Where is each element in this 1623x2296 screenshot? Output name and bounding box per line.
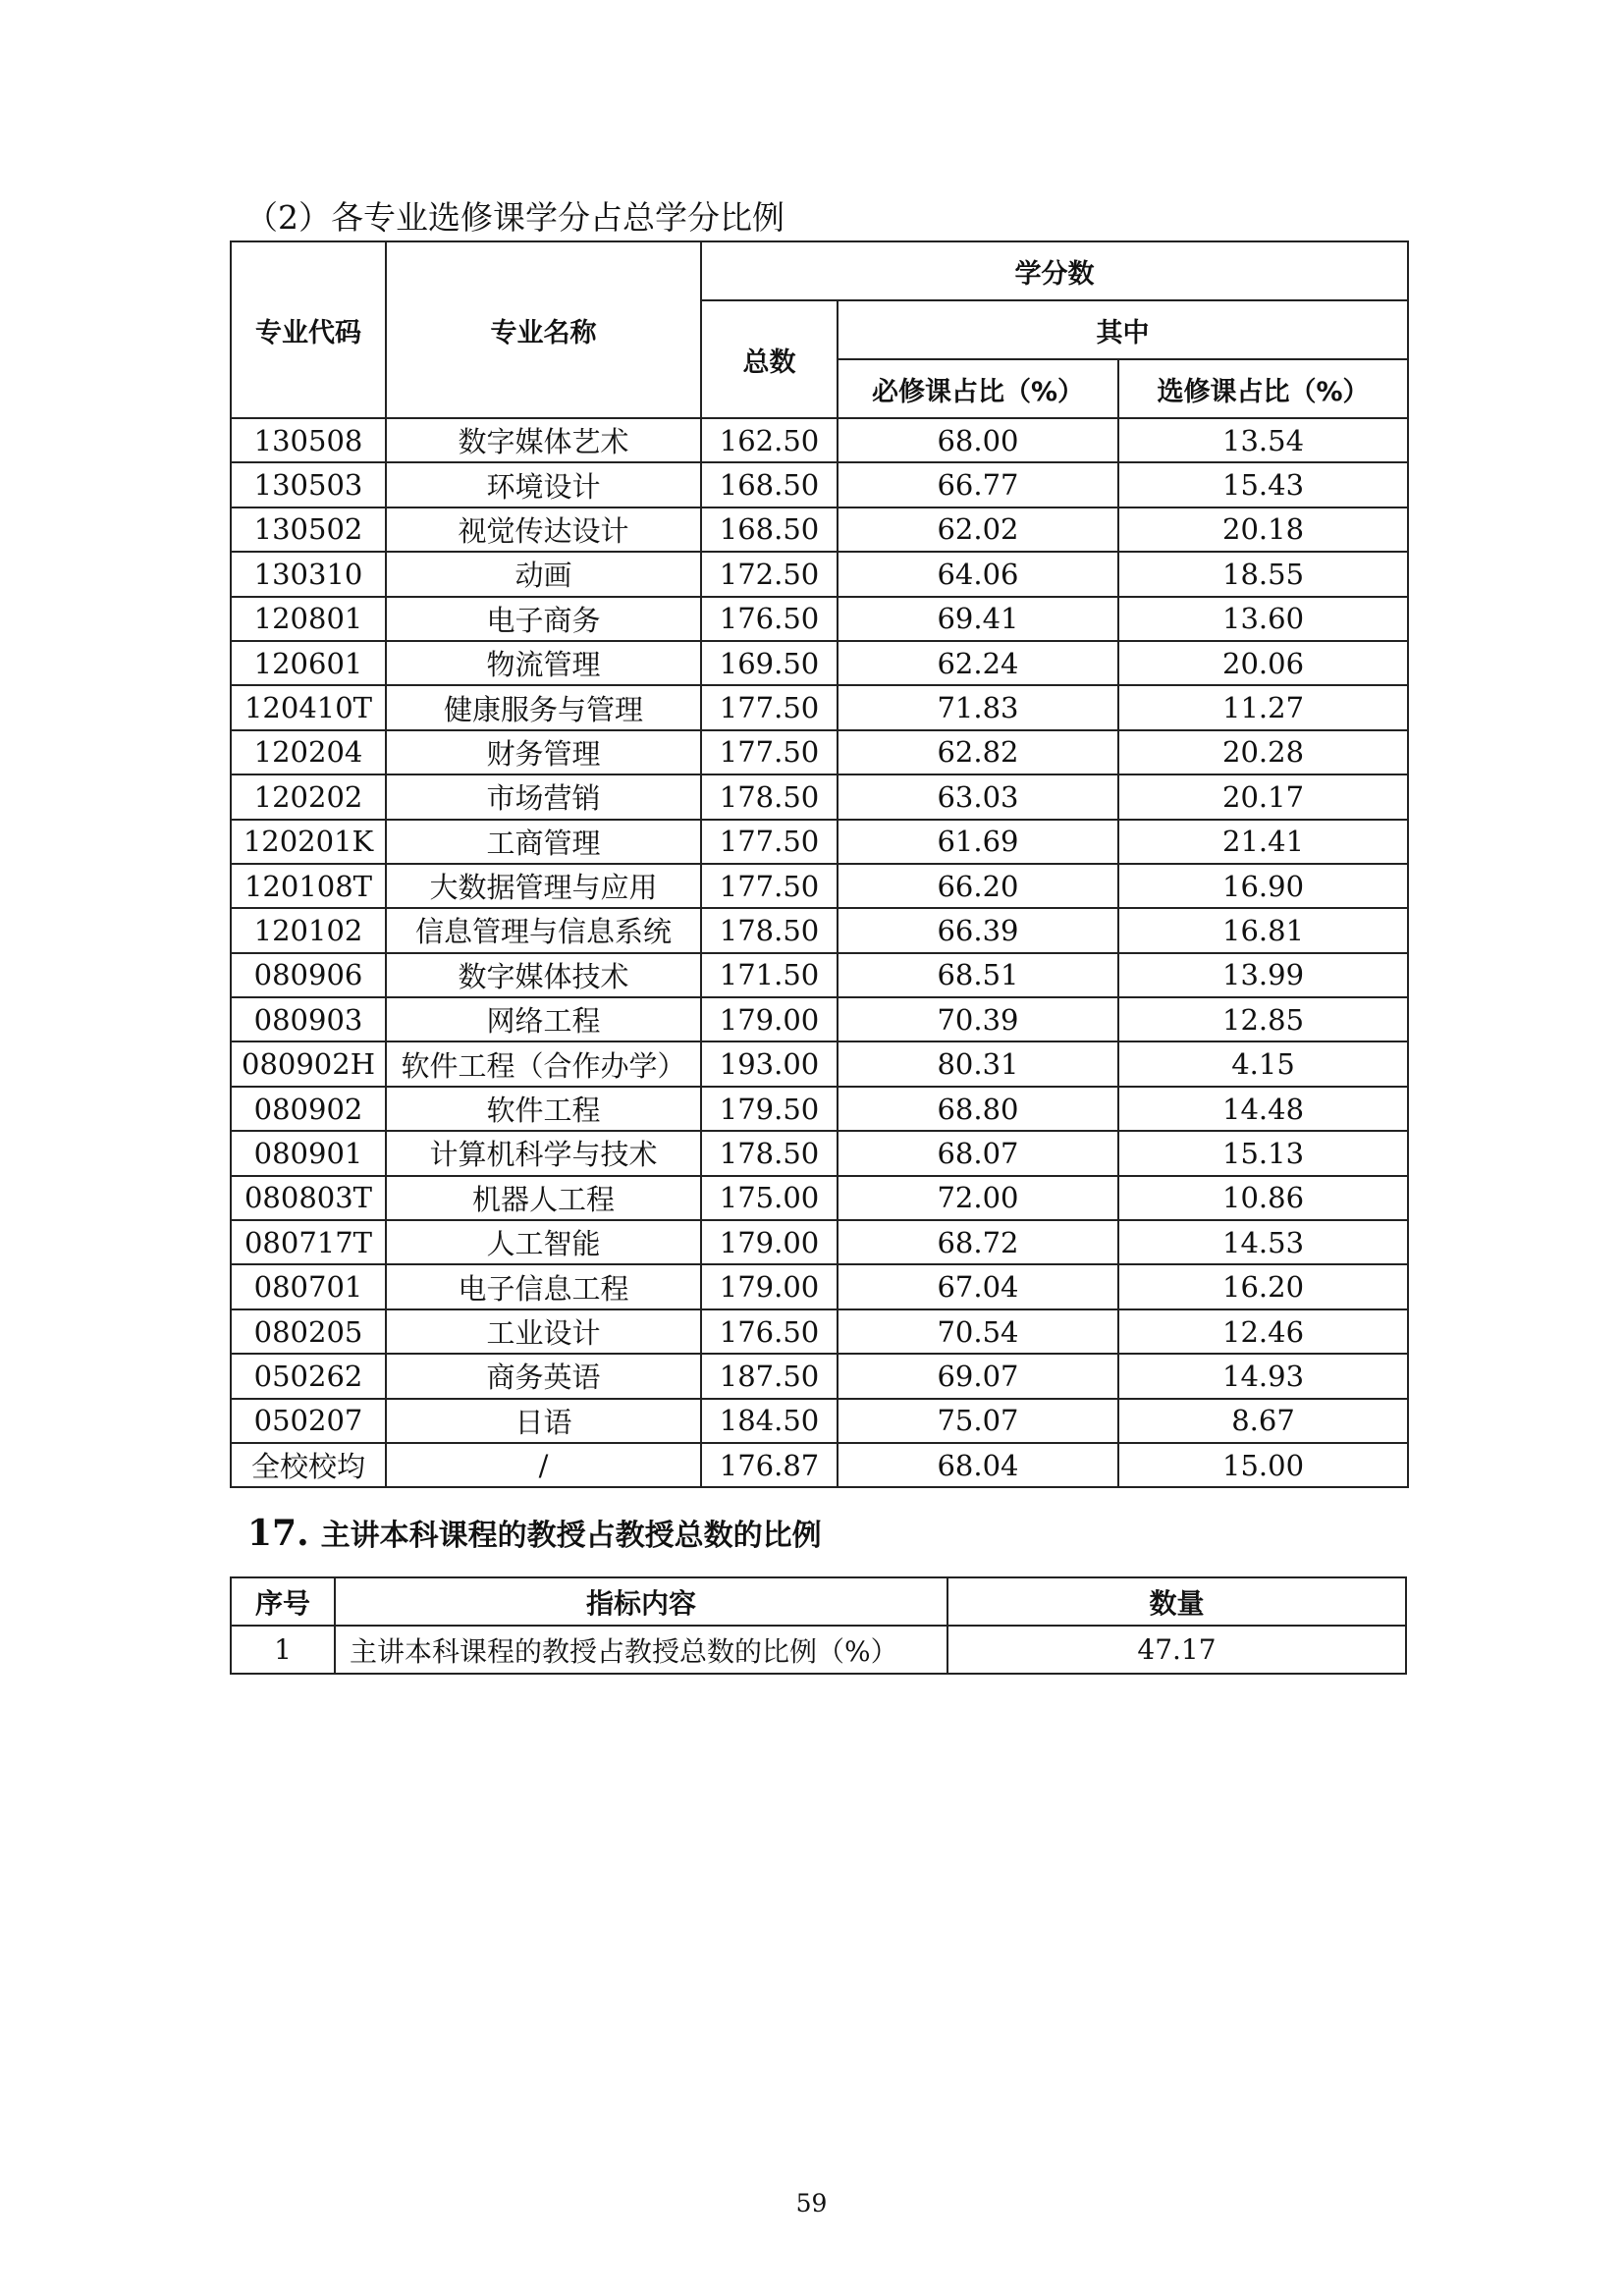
cell-elective-pct: 12.85 [1118, 997, 1408, 1041]
elective-credit-ratio-body [231, 418, 1408, 1487]
cell-elective-pct: 18.55 [1118, 552, 1408, 596]
table-row [231, 552, 1408, 596]
table-row [231, 730, 1408, 774]
cell-elective-pct: 13.54 [1118, 418, 1408, 462]
table-row [231, 1399, 1408, 1443]
cell-major-name: 数字媒体技术 [386, 953, 701, 997]
cell-required-pct: 69.41 [838, 597, 1118, 641]
cell-major-code: 120201K [231, 820, 386, 864]
cell-major-name: 计算机科学与技术 [386, 1131, 701, 1175]
table-row [231, 1626, 1406, 1674]
cell-indicator: 主讲本科课程的教授占教授总数的比例（%） [335, 1626, 947, 1674]
cell-elective-pct: 14.53 [1118, 1220, 1408, 1264]
cell-major-code: 120202 [231, 774, 386, 819]
cell-major-name: 视觉传达设计 [386, 507, 701, 552]
cell-total-credits: 176.87 [701, 1443, 838, 1487]
cell-total-credits: 177.50 [701, 864, 838, 908]
cell-total-credits: 162.50 [701, 418, 838, 462]
cell-total-credits: 176.50 [701, 1309, 838, 1354]
cell-elective-pct: 8.67 [1118, 1399, 1408, 1443]
cell-total-credits: 172.50 [701, 552, 838, 596]
cell-required-pct: 75.07 [838, 1399, 1118, 1443]
cell-total-credits: 179.00 [701, 997, 838, 1041]
cell-required-pct: 68.72 [838, 1220, 1118, 1264]
cell-major-name: 动画 [386, 552, 701, 596]
cell-major-code: 130508 [231, 418, 386, 462]
cell-major-name: 人工智能 [386, 1220, 701, 1264]
cell-required-pct: 62.02 [838, 507, 1118, 552]
cell-major-code: 120410T [231, 685, 386, 729]
cell-major-code: 120801 [231, 597, 386, 641]
cell-required-pct: 70.54 [838, 1309, 1118, 1354]
cell-major-name: 市场营销 [386, 774, 701, 819]
cell-elective-pct: 20.28 [1118, 730, 1408, 774]
table-row [231, 641, 1408, 685]
cell-elective-pct: 20.18 [1118, 507, 1408, 552]
table-row [231, 1220, 1408, 1264]
table-row [231, 1131, 1408, 1175]
header-index: 序号 [231, 1577, 335, 1626]
cell-required-pct: 67.04 [838, 1264, 1118, 1308]
cell-required-pct: 62.82 [838, 730, 1118, 774]
cell-total-credits: 179.50 [701, 1087, 838, 1131]
header-major-code: 专业代码 [231, 241, 386, 418]
cell-major-code: 080205 [231, 1309, 386, 1354]
cell-elective-pct: 14.93 [1118, 1354, 1408, 1398]
cell-major-code: 050207 [231, 1399, 386, 1443]
cell-required-pct: 68.00 [838, 418, 1118, 462]
cell-total-credits: 177.50 [701, 685, 838, 729]
cell-elective-pct: 20.06 [1118, 641, 1408, 685]
section-17-title [247, 1514, 822, 1556]
cell-major-name: 机器人工程 [386, 1176, 701, 1220]
table-row [231, 462, 1408, 507]
table-row [231, 953, 1408, 997]
section-number: 17. [247, 1513, 309, 1554]
cell-major-name: 大数据管理与应用 [386, 864, 701, 908]
cell-required-pct: 69.07 [838, 1354, 1118, 1398]
table-caption: （2）各专业选修课学分占总学分比例 [245, 198, 784, 237]
cell-major-name: 物流管理 [386, 641, 701, 685]
cell-major-code: 120601 [231, 641, 386, 685]
cell-total-credits: 178.50 [701, 1131, 838, 1175]
header-credits: 学分数 [701, 241, 1408, 300]
cell-elective-pct: 21.41 [1118, 820, 1408, 864]
cell-major-name: 软件工程（合作办学） [386, 1041, 701, 1086]
table-row [231, 1443, 1408, 1487]
table-row [231, 685, 1408, 729]
cell-major-code: 全校校均 [231, 1443, 386, 1487]
cell-total-credits: 176.50 [701, 597, 838, 641]
table-row [231, 1087, 1408, 1131]
cell-required-pct: 68.04 [838, 1443, 1118, 1487]
page-number: 59 [795, 2189, 828, 2217]
cell-major-name: 商务英语 [386, 1354, 701, 1398]
cell-major-name: 日语 [386, 1399, 701, 1443]
table-row [231, 820, 1408, 864]
cell-total-credits: 184.50 [701, 1399, 838, 1443]
cell-elective-pct: 15.00 [1118, 1443, 1408, 1487]
cell-required-pct: 66.39 [838, 908, 1118, 952]
cell-elective-pct: 11.27 [1118, 685, 1408, 729]
header-among: 其中 [838, 300, 1408, 359]
cell-major-code: 120204 [231, 730, 386, 774]
cell-total-credits: 178.50 [701, 908, 838, 952]
cell-required-pct: 72.00 [838, 1176, 1118, 1220]
cell-elective-pct: 14.48 [1118, 1087, 1408, 1131]
cell-major-code: 120102 [231, 908, 386, 952]
cell-required-pct: 68.80 [838, 1087, 1118, 1131]
cell-total-credits: 179.00 [701, 1220, 838, 1264]
cell-elective-pct: 4.15 [1118, 1041, 1408, 1086]
cell-elective-pct: 20.17 [1118, 774, 1408, 819]
cell-major-name: 信息管理与信息系统 [386, 908, 701, 952]
table-row [231, 1041, 1408, 1086]
cell-major-code: 080902 [231, 1087, 386, 1131]
cell-major-code: 120108T [231, 864, 386, 908]
cell-elective-pct: 13.99 [1118, 953, 1408, 997]
cell-total-credits: 171.50 [701, 953, 838, 997]
cell-amount: 47.17 [947, 1626, 1406, 1674]
cell-total-credits: 193.00 [701, 1041, 838, 1086]
cell-required-pct: 62.24 [838, 641, 1118, 685]
cell-major-name: 电子商务 [386, 597, 701, 641]
cell-required-pct: 71.83 [838, 685, 1118, 729]
header-indicator: 指标内容 [335, 1577, 947, 1626]
table-row [231, 1264, 1408, 1308]
cell-total-credits: 175.00 [701, 1176, 838, 1220]
cell-total-credits: 177.50 [701, 820, 838, 864]
cell-major-name: 工商管理 [386, 820, 701, 864]
table-row [231, 507, 1408, 552]
cell-total-credits: 187.50 [701, 1354, 838, 1398]
table-row [231, 774, 1408, 819]
cell-major-name: 工业设计 [386, 1309, 701, 1354]
table-row [231, 1354, 1408, 1398]
cell-total-credits: 179.00 [701, 1264, 838, 1308]
cell-elective-pct: 16.81 [1118, 908, 1408, 952]
cell-major-code: 080803T [231, 1176, 386, 1220]
table-row [231, 1309, 1408, 1354]
cell-major-code: 050262 [231, 1354, 386, 1398]
cell-required-pct: 80.31 [838, 1041, 1118, 1086]
table-row [231, 997, 1408, 1041]
cell-total-credits: 178.50 [701, 774, 838, 819]
cell-elective-pct: 10.86 [1118, 1176, 1408, 1220]
elective-credit-ratio-table [230, 240, 1409, 1488]
professor-teaching-ratio-table [230, 1576, 1407, 1675]
cell-major-code: 080901 [231, 1131, 386, 1175]
cell-elective-pct: 15.43 [1118, 462, 1408, 507]
cell-major-code: 080902H [231, 1041, 386, 1086]
cell-required-pct: 61.69 [838, 820, 1118, 864]
cell-major-code: 080701 [231, 1264, 386, 1308]
cell-major-name: 环境设计 [386, 462, 701, 507]
cell-major-name: 健康服务与管理 [386, 685, 701, 729]
cell-major-code: 080903 [231, 997, 386, 1041]
cell-required-pct: 70.39 [838, 997, 1118, 1041]
cell-major-code: 130502 [231, 507, 386, 552]
cell-total-credits: 168.50 [701, 507, 838, 552]
table-row [231, 418, 1408, 462]
cell-elective-pct: 16.20 [1118, 1264, 1408, 1308]
cell-total-credits: 177.50 [701, 730, 838, 774]
cell-major-code: 080717T [231, 1220, 386, 1264]
cell-major-name: / [386, 1443, 701, 1487]
header-amount: 数量 [947, 1577, 1406, 1626]
cell-required-pct: 63.03 [838, 774, 1118, 819]
cell-required-pct: 66.77 [838, 462, 1118, 507]
header-required-pct: 必修课占比（%） [838, 359, 1118, 418]
cell-required-pct: 68.51 [838, 953, 1118, 997]
cell-elective-pct: 13.60 [1118, 597, 1408, 641]
cell-elective-pct: 15.13 [1118, 1131, 1408, 1175]
table-row [231, 908, 1408, 952]
cell-total-credits: 169.50 [701, 641, 838, 685]
cell-major-code: 080906 [231, 953, 386, 997]
professor-teaching-ratio-body [231, 1626, 1406, 1674]
cell-elective-pct: 12.46 [1118, 1309, 1408, 1354]
header-total: 总数 [701, 300, 838, 418]
table-row [231, 597, 1408, 641]
cell-major-name: 网络工程 [386, 997, 701, 1041]
cell-index: 1 [231, 1626, 335, 1674]
cell-major-code: 130503 [231, 462, 386, 507]
header-major-name: 专业名称 [386, 241, 701, 418]
cell-major-name: 数字媒体艺术 [386, 418, 701, 462]
cell-required-pct: 64.06 [838, 552, 1118, 596]
cell-required-pct: 66.20 [838, 864, 1118, 908]
cell-elective-pct: 16.90 [1118, 864, 1408, 908]
cell-total-credits: 168.50 [701, 462, 838, 507]
cell-major-name: 软件工程 [386, 1087, 701, 1131]
section-heading: 主讲本科课程的教授占教授总数的比例 [320, 1519, 822, 1553]
cell-major-name: 电子信息工程 [386, 1264, 701, 1308]
table-row [231, 864, 1408, 908]
cell-major-code: 130310 [231, 552, 386, 596]
cell-major-name: 财务管理 [386, 730, 701, 774]
header-elective-pct: 选修课占比（%） [1118, 359, 1408, 418]
table-row [231, 1176, 1408, 1220]
cell-required-pct: 68.07 [838, 1131, 1118, 1175]
